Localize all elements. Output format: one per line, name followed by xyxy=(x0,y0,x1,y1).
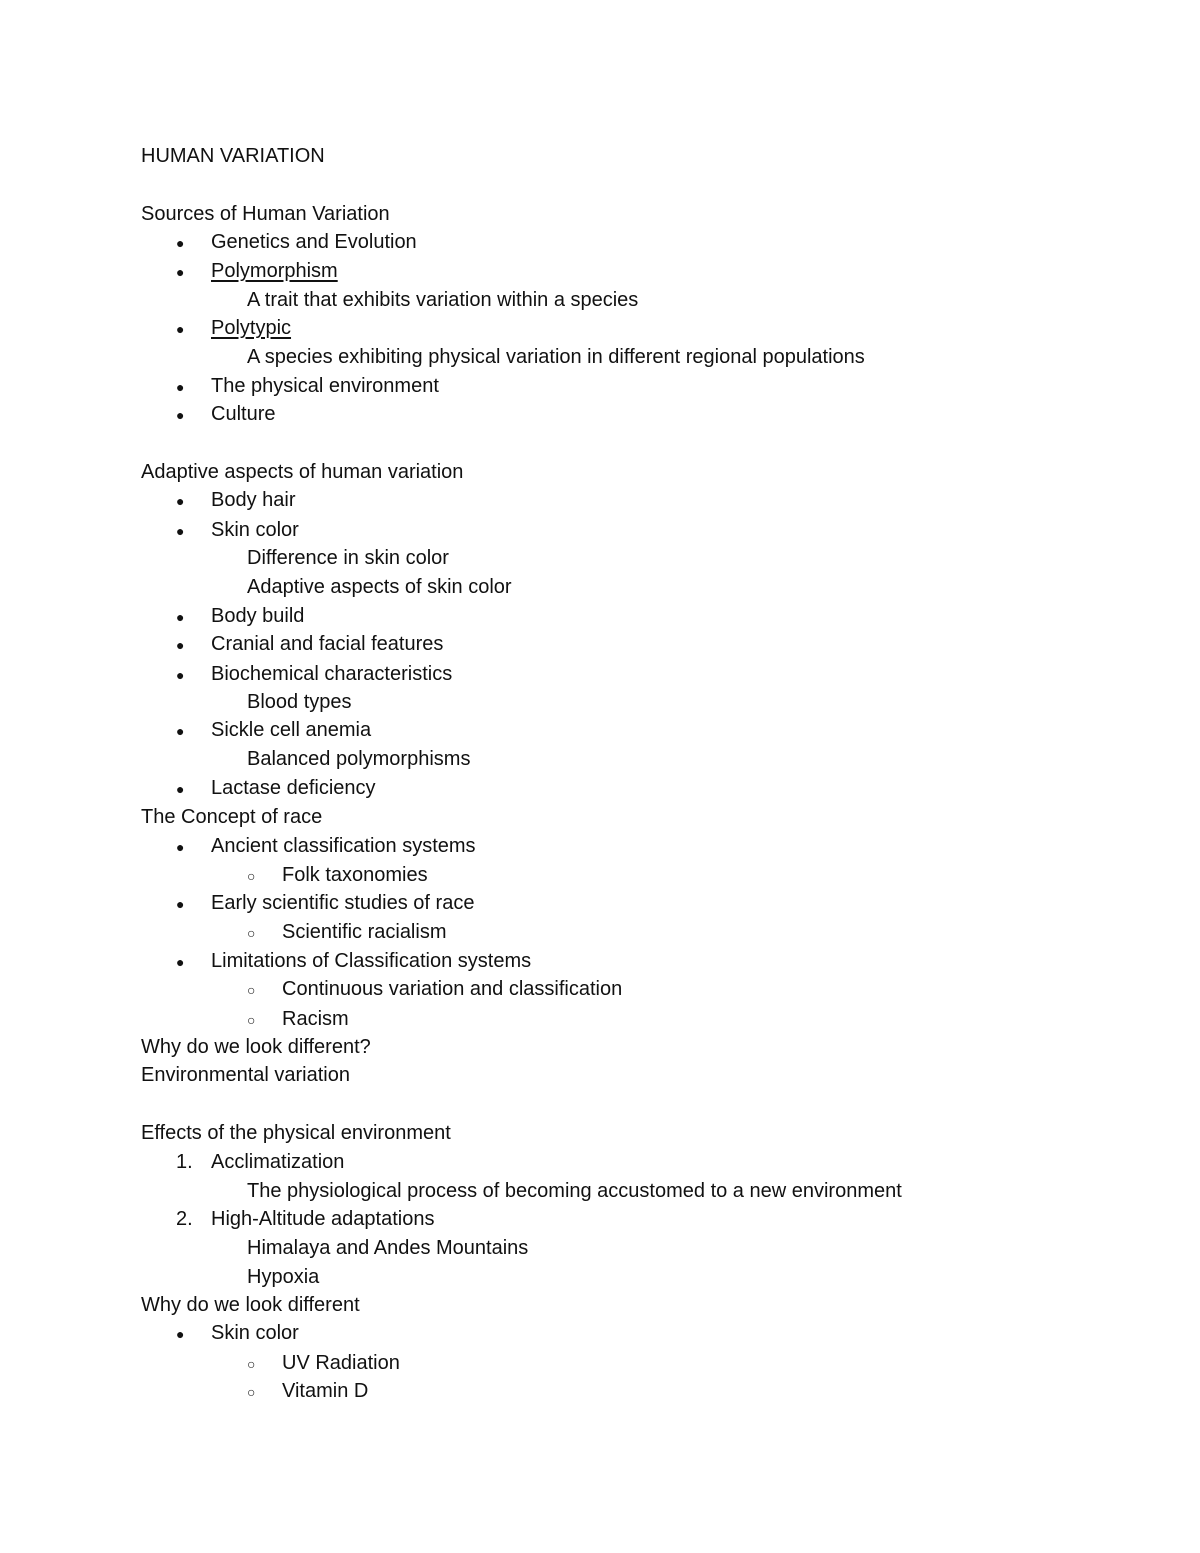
list-item: Cranial and facial features xyxy=(211,633,444,655)
list-item: High-Altitude adaptations xyxy=(211,1208,435,1230)
sub-item: A trait that exhibits variation within a species xyxy=(247,289,639,311)
bullet-icon: ● xyxy=(176,637,185,653)
bullet-icon: ● xyxy=(176,1326,185,1342)
bullet-icon: ● xyxy=(176,493,185,509)
sub-item: Adaptive aspects of skin color xyxy=(247,576,512,598)
section-heading: Why do we look different? xyxy=(141,1036,371,1058)
list-item: Skin color xyxy=(211,519,299,541)
bullet-icon: ● xyxy=(176,896,185,912)
bullet-icon: ● xyxy=(176,781,185,797)
bullet-icon: ● xyxy=(176,379,185,395)
sub-item: Racism xyxy=(282,1008,349,1030)
section-heading: Environmental variation xyxy=(141,1064,350,1086)
bullet-icon: ● xyxy=(176,407,185,423)
section-heading: Why do we look different xyxy=(141,1294,360,1316)
sub-bullet-icon: ○ xyxy=(247,982,256,998)
list-number: 1. xyxy=(176,1151,193,1173)
sub-item: A species exhibiting physical variation in different regional populations xyxy=(247,346,865,368)
sub-item: Balanced polymorphisms xyxy=(247,748,471,770)
section-heading: Adaptive aspects of human variation xyxy=(141,461,464,483)
bullet-icon: ● xyxy=(176,321,185,337)
list-item: Culture xyxy=(211,403,276,425)
section-heading: Sources of Human Variation xyxy=(141,203,390,225)
list-item: Sickle cell anemia xyxy=(211,719,372,741)
sub-bullet-icon: ○ xyxy=(247,1384,256,1400)
sub-bullet-icon: ○ xyxy=(247,1356,256,1372)
bullet-icon: ● xyxy=(176,667,185,683)
list-item: Biochemical characteristics xyxy=(211,663,453,685)
section-heading: Effects of the physical environment xyxy=(141,1122,451,1144)
list-item: Body hair xyxy=(211,489,296,511)
list-number: 2. xyxy=(176,1208,193,1230)
list-item: Body build xyxy=(211,605,305,627)
sub-item: Hypoxia xyxy=(247,1266,320,1288)
bullet-icon: ● xyxy=(176,609,185,625)
sub-item: Folk taxonomies xyxy=(282,864,428,886)
bullet-icon: ● xyxy=(176,723,185,739)
sub-item: The physiological process of becoming accustomed to a new environment xyxy=(247,1180,902,1202)
sub-item: Difference in skin color xyxy=(247,547,449,569)
list-item: Ancient classification systems xyxy=(211,835,476,857)
list-item: The physical environment xyxy=(211,375,439,397)
list-item: Limitations of Classification systems xyxy=(211,950,532,972)
bullet-icon: ● xyxy=(176,523,185,539)
section-heading: The Concept of race xyxy=(141,806,323,828)
sub-item: Scientific racialism xyxy=(282,921,447,943)
sub-item: Himalaya and Andes Mountains xyxy=(247,1237,529,1259)
list-item: Genetics and Evolution xyxy=(211,231,417,253)
document-title: HUMAN VARIATION xyxy=(141,145,325,167)
list-item: Early scientific studies of race xyxy=(211,892,475,914)
sub-item: Blood types xyxy=(247,691,352,713)
list-item-term: Polytypic xyxy=(211,317,292,339)
sub-bullet-icon: ○ xyxy=(247,1012,256,1028)
list-item: Skin color xyxy=(211,1322,299,1344)
bullet-icon: ● xyxy=(176,954,185,970)
sub-bullet-icon: ○ xyxy=(247,868,256,884)
sub-item: UV Radiation xyxy=(282,1352,400,1374)
sub-item: Continuous variation and classification xyxy=(282,978,623,1000)
bullet-icon: ● xyxy=(176,839,185,855)
list-item: Acclimatization xyxy=(211,1151,345,1173)
list-item-term: Polymorphism xyxy=(211,260,338,282)
list-item: Lactase deficiency xyxy=(211,777,376,799)
sub-bullet-icon: ○ xyxy=(247,925,256,941)
sub-item: Vitamin D xyxy=(282,1380,369,1402)
bullet-icon: ● xyxy=(176,264,185,280)
bullet-icon: ● xyxy=(176,235,185,251)
